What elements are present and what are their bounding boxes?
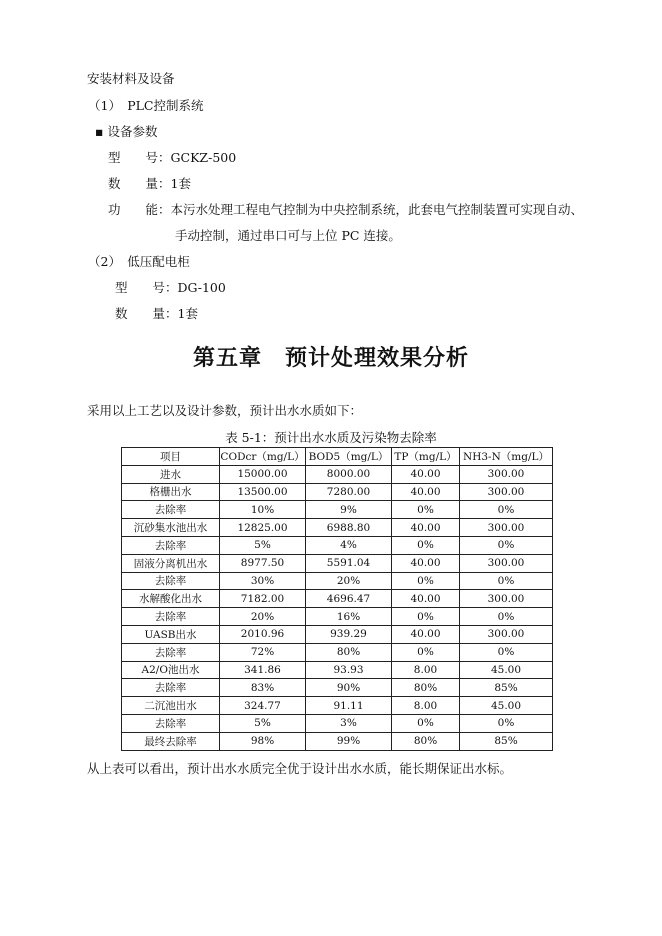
row-label-cell: 进水 (122, 465, 220, 483)
value-cell: 300.00 (460, 625, 553, 643)
plc-heading: （1） PLC控制系统 (88, 98, 204, 113)
row-label-cell: 去除率 (122, 572, 220, 590)
table-row (122, 732, 553, 750)
cabinet-qty-label: 数 量： (115, 306, 178, 321)
value-cell: 3% (306, 714, 392, 732)
value-cell: 0% (460, 536, 553, 554)
value-cell: 83% (220, 679, 306, 697)
row-label-cell: 二沉池出水 (122, 697, 220, 715)
value-cell: 7182.00 (220, 590, 306, 608)
conclusion-text: 从上表可以看出，预计出水水质完全优于设计出水水质，能长期保证出水标。 (87, 761, 513, 776)
row-label-cell: 固液分离机出水 (122, 554, 220, 572)
plc-model-row (108, 148, 236, 166)
table-row (122, 661, 553, 679)
chapter-title: 第五章 预计处理效果分析 (192, 345, 469, 371)
table-row (122, 501, 553, 519)
plc-func-line1: 本污水处理工程电气控制为中央控制系统，此套电气控制装置可实现自动、 (170, 202, 584, 217)
value-cell: 91.11 (306, 697, 392, 715)
table-row (122, 643, 553, 661)
row-label-cell: 格栅出水 (122, 483, 220, 501)
row-label-cell: 去除率 (122, 714, 220, 732)
value-cell: 300.00 (460, 519, 553, 537)
row-label-cell: 最终去除率 (122, 732, 220, 750)
cabinet-model-value: DG-100 (177, 280, 226, 295)
cabinet-model-label: 型 号： (115, 280, 178, 295)
plc-func-label: 功 能： (108, 202, 171, 217)
table-row (122, 608, 553, 626)
header-tp: TP（mg/L） (392, 448, 460, 466)
value-cell: 12825.00 (220, 519, 306, 537)
cabinet-model-row (115, 278, 226, 296)
value-cell: 30% (220, 572, 306, 590)
value-cell: 2010.96 (220, 625, 306, 643)
water-quality-table (121, 447, 553, 751)
equipment-params-bullet: ▪ 设备参数 (95, 124, 158, 139)
table-caption: 表 5-1：预计出水水质及污染物去除率 (225, 430, 437, 445)
value-cell: 8000.00 (306, 465, 392, 483)
table-header-row (122, 448, 553, 466)
value-cell: 72% (220, 643, 306, 661)
value-cell: 4696.47 (306, 590, 392, 608)
value-cell: 40.00 (392, 465, 460, 483)
value-cell: 6988.80 (306, 519, 392, 537)
value-cell: 0% (460, 714, 553, 732)
row-label-cell: 去除率 (122, 501, 220, 519)
table-row (122, 465, 553, 483)
plc-function-row (108, 200, 583, 218)
value-cell: 16% (306, 608, 392, 626)
value-cell: 45.00 (460, 661, 553, 679)
value-cell: 0% (460, 572, 553, 590)
value-cell: 9% (306, 501, 392, 519)
row-label-cell: A2/O池出水 (122, 661, 220, 679)
plc-model-value: GCKZ-500 (170, 150, 237, 165)
plc-qty-label: 数 量： (108, 176, 171, 191)
table-row (122, 483, 553, 501)
value-cell: 300.00 (460, 483, 553, 501)
table-row (122, 519, 553, 537)
value-cell: 40.00 (392, 483, 460, 501)
value-cell: 939.29 (306, 625, 392, 643)
value-cell: 300.00 (460, 590, 553, 608)
table-row (122, 590, 553, 608)
value-cell: 0% (392, 536, 460, 554)
row-label-cell: 水解酸化出水 (122, 590, 220, 608)
header-bod: BOD5（mg/L） (306, 448, 392, 466)
row-label-cell: 去除率 (122, 536, 220, 554)
value-cell: 40.00 (392, 590, 460, 608)
header-item: 项目 (122, 448, 220, 466)
cabinet-heading: （2） 低压配电柜 (88, 254, 190, 269)
value-cell: 40.00 (392, 554, 460, 572)
value-cell: 7280.00 (306, 483, 392, 501)
value-cell: 0% (460, 643, 553, 661)
table-row (122, 714, 553, 732)
value-cell: 5% (220, 714, 306, 732)
value-cell: 98% (220, 732, 306, 750)
value-cell: 90% (306, 679, 392, 697)
cabinet-qty-row (115, 304, 198, 322)
value-cell: 0% (392, 608, 460, 626)
table-row (122, 572, 553, 590)
value-cell: 99% (306, 732, 392, 750)
value-cell: 300.00 (460, 465, 553, 483)
intro-text: 采用以上工艺以及设计参数，预计出水水质如下： (87, 403, 363, 418)
value-cell: 85% (460, 679, 553, 697)
header-cod: CODcr（mg/L） (220, 448, 306, 466)
table-row (122, 536, 553, 554)
cabinet-qty-value: 1套 (177, 306, 198, 321)
value-cell: 80% (306, 643, 392, 661)
value-cell: 0% (460, 608, 553, 626)
value-cell: 45.00 (460, 697, 553, 715)
row-label-cell: 去除率 (122, 608, 220, 626)
value-cell: 20% (220, 608, 306, 626)
value-cell: 0% (460, 501, 553, 519)
value-cell: 8.00 (392, 661, 460, 679)
value-cell: 8977.50 (220, 554, 306, 572)
row-label-cell: 去除率 (122, 643, 220, 661)
value-cell: 93.93 (306, 661, 392, 679)
value-cell: 8.00 (392, 697, 460, 715)
value-cell: 40.00 (392, 625, 460, 643)
value-cell: 0% (392, 643, 460, 661)
value-cell: 0% (392, 501, 460, 519)
value-cell: 80% (392, 679, 460, 697)
value-cell: 324.77 (220, 697, 306, 715)
value-cell: 20% (306, 572, 392, 590)
value-cell: 80% (392, 732, 460, 750)
value-cell: 0% (392, 572, 460, 590)
plc-model-label: 型 号： (108, 150, 171, 165)
row-label-cell: 沉砂集水池出水 (122, 519, 220, 537)
header-nh3n: NH3-N（mg/L） (460, 448, 553, 466)
row-label-cell: UASB出水 (122, 625, 220, 643)
value-cell: 13500.00 (220, 483, 306, 501)
table-row (122, 697, 553, 715)
table-row (122, 679, 553, 697)
value-cell: 300.00 (460, 554, 553, 572)
table-row (122, 554, 553, 572)
table-row (122, 625, 553, 643)
plc-qty-row (108, 174, 191, 192)
plc-func-line2: 手动控制，通过串口可与上位 PC 连接。 (175, 228, 401, 243)
value-cell: 5% (220, 536, 306, 554)
value-cell: 5591.04 (306, 554, 392, 572)
value-cell: 341.86 (220, 661, 306, 679)
value-cell: 85% (460, 732, 553, 750)
install-heading: 安装材料及设备 (87, 71, 175, 86)
row-label-cell: 去除率 (122, 679, 220, 697)
value-cell: 40.00 (392, 519, 460, 537)
value-cell: 0% (392, 714, 460, 732)
value-cell: 10% (220, 501, 306, 519)
plc-qty-value: 1套 (170, 176, 191, 191)
value-cell: 15000.00 (220, 465, 306, 483)
table-body (122, 465, 553, 750)
value-cell: 4% (306, 536, 392, 554)
